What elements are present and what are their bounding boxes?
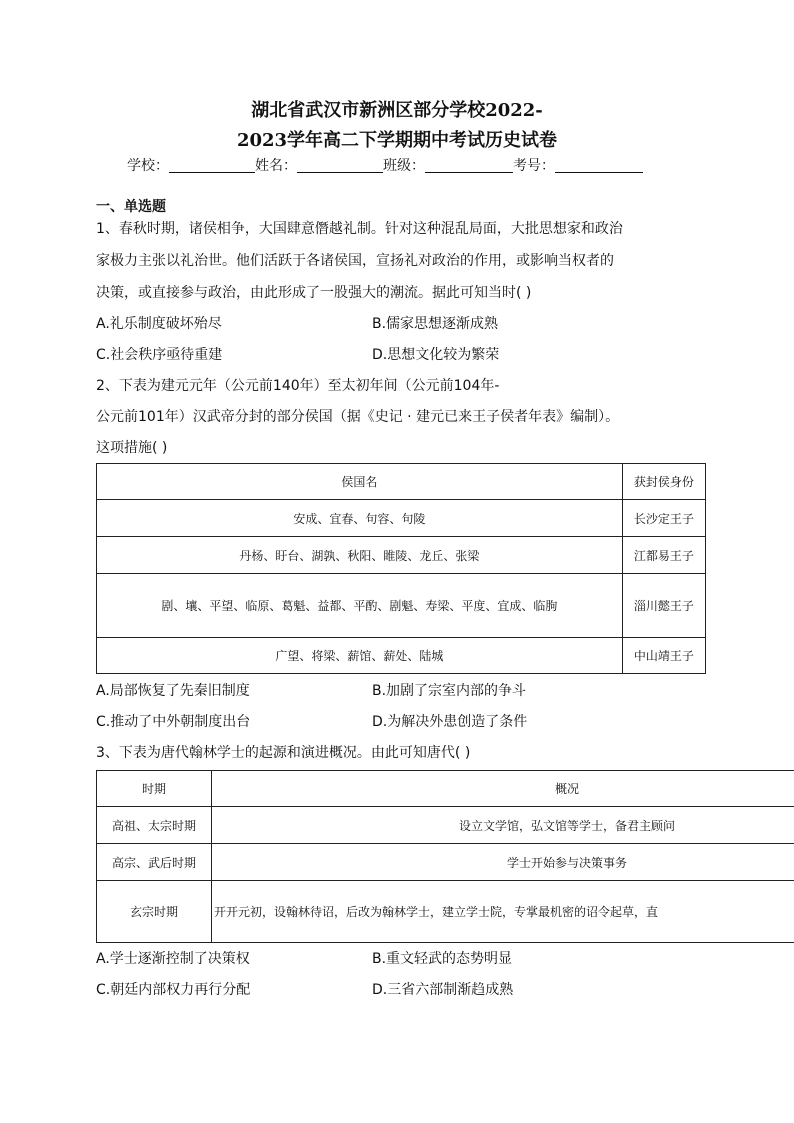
q1-option-c[interactable]: C.社会秩序亟待重建 [96, 347, 223, 363]
table-row [97, 537, 706, 574]
q3-option-d[interactable]: D.三省六部制渐趋成熟 [372, 982, 514, 998]
q1-option-b[interactable]: B.儒家思想逐渐成熟 [372, 316, 499, 332]
q1-option-d[interactable]: D.思想文化较为繁荣 [372, 347, 500, 363]
school-blank [169, 158, 255, 173]
table-row [97, 807, 794, 844]
q3-option-c[interactable]: C.朝廷内部权力再行分配 [96, 982, 251, 998]
q2-option-a[interactable]: A.局部恢复了先秦旧制度 [96, 683, 250, 699]
q2-line: 公元前101年）汉武帝分封的部分侯国（据《史记 · 建元已来王子侯者年表》编制）。 [96, 409, 620, 425]
exam-title-line2: 2023学年高二下学期期中考试历史试卷 [236, 130, 558, 151]
q1-option-a[interactable]: A.礼乐制度破坏殆尽 [96, 316, 222, 332]
q2-option-d[interactable]: D.为解决外患创造了条件 [372, 714, 528, 730]
table-cell: 高祖、太宗时期 [97, 807, 212, 844]
table-header-cell: 时期 [97, 771, 212, 807]
table-row [97, 881, 794, 943]
section-heading: 一、单选题 [96, 199, 166, 215]
q1-line: 决策，或直接参与政治，由此形成了一股强大的潮流。据此可知当时( ) [96, 285, 532, 301]
table-row [97, 500, 706, 537]
q2-option-c[interactable]: C.推动了中外朝制度出台 [96, 714, 251, 730]
table-cell: 学士开始参与决策事务 [212, 844, 794, 881]
table-cell: 江都易王子 [622, 537, 705, 574]
name-label: 姓名： [255, 158, 297, 174]
class-label: 班级： [383, 158, 425, 174]
q2-option-b[interactable]: B.加剧了宗室内部的争斗 [372, 683, 527, 699]
table-header-cell: 获封侯身份 [622, 464, 705, 500]
q3-line: 3、下表为唐代翰林学士的起源和演进概况。由此可知唐代( ) [96, 745, 471, 761]
table-cell: 高宗、武后时期 [97, 844, 212, 881]
table-cell: 广望、将梁、薪馆、薪处、陆城 [97, 638, 623, 674]
number-blank [555, 158, 643, 173]
q3-option-a[interactable]: A.学士逐渐控制了决策权 [96, 951, 250, 967]
table-header-cell: 概况 [212, 771, 794, 807]
table-cell: 安成、宜春、句容、句陵 [97, 500, 623, 537]
table-row [97, 574, 706, 638]
table-cell: 淄川懿王子 [622, 574, 705, 638]
q1-line: 1、春秋时期，诸侯相争，大国肆意僭越礼制。针对这种混乱局面，大批思想家和政治 [96, 221, 623, 237]
q2-line: 2、下表为建元元年（公元前140年）至太初年间（公元前104年- [96, 378, 500, 394]
name-blank [297, 158, 383, 173]
exam-title-line1: 湖北省武汉市新洲区部分学校2022- [251, 100, 543, 121]
table-cell: 丹杨、盱台、湖孰、秋阳、睢陵、龙丘、张梁 [97, 537, 623, 574]
school-label: 学校： [127, 158, 169, 174]
table-header-cell: 侯国名 [97, 464, 623, 500]
number-label: 考号： [513, 158, 555, 174]
table-cell: 长沙定王子 [622, 500, 705, 537]
class-blank [425, 158, 513, 173]
table-cell: 中山靖王子 [622, 638, 705, 674]
table-row [97, 638, 706, 674]
table-cell: 玄宗时期 [97, 881, 212, 943]
q2-table [96, 463, 706, 674]
student-info-row [127, 155, 643, 175]
q2-line: 这项措施( ) [96, 440, 168, 456]
q3-table [96, 770, 794, 943]
q3-option-b[interactable]: B.重文轻武的态势明显 [372, 951, 513, 967]
table-cell: 设立文学馆，弘文馆等学士，备君主顾问 [212, 807, 794, 844]
table-header-row [97, 771, 794, 807]
table-header-row [97, 464, 706, 500]
q1-line: 家极力主张以礼治世。他们活跃于各诸侯国，宣扬礼对政治的作用，或影响当权者的 [96, 253, 614, 269]
table-row [97, 844, 794, 881]
q3-table-clip [96, 770, 794, 945]
table-cell: 剧、壤、平望、临原、葛魁、益都、平酌、剧魁、寿梁、平度、宜成、临朐 [97, 574, 623, 638]
table-cell: 开开元初，设翰林待诏，后改为翰林学士，建立学士院，专掌最机密的诏令起草，直 [212, 881, 794, 943]
